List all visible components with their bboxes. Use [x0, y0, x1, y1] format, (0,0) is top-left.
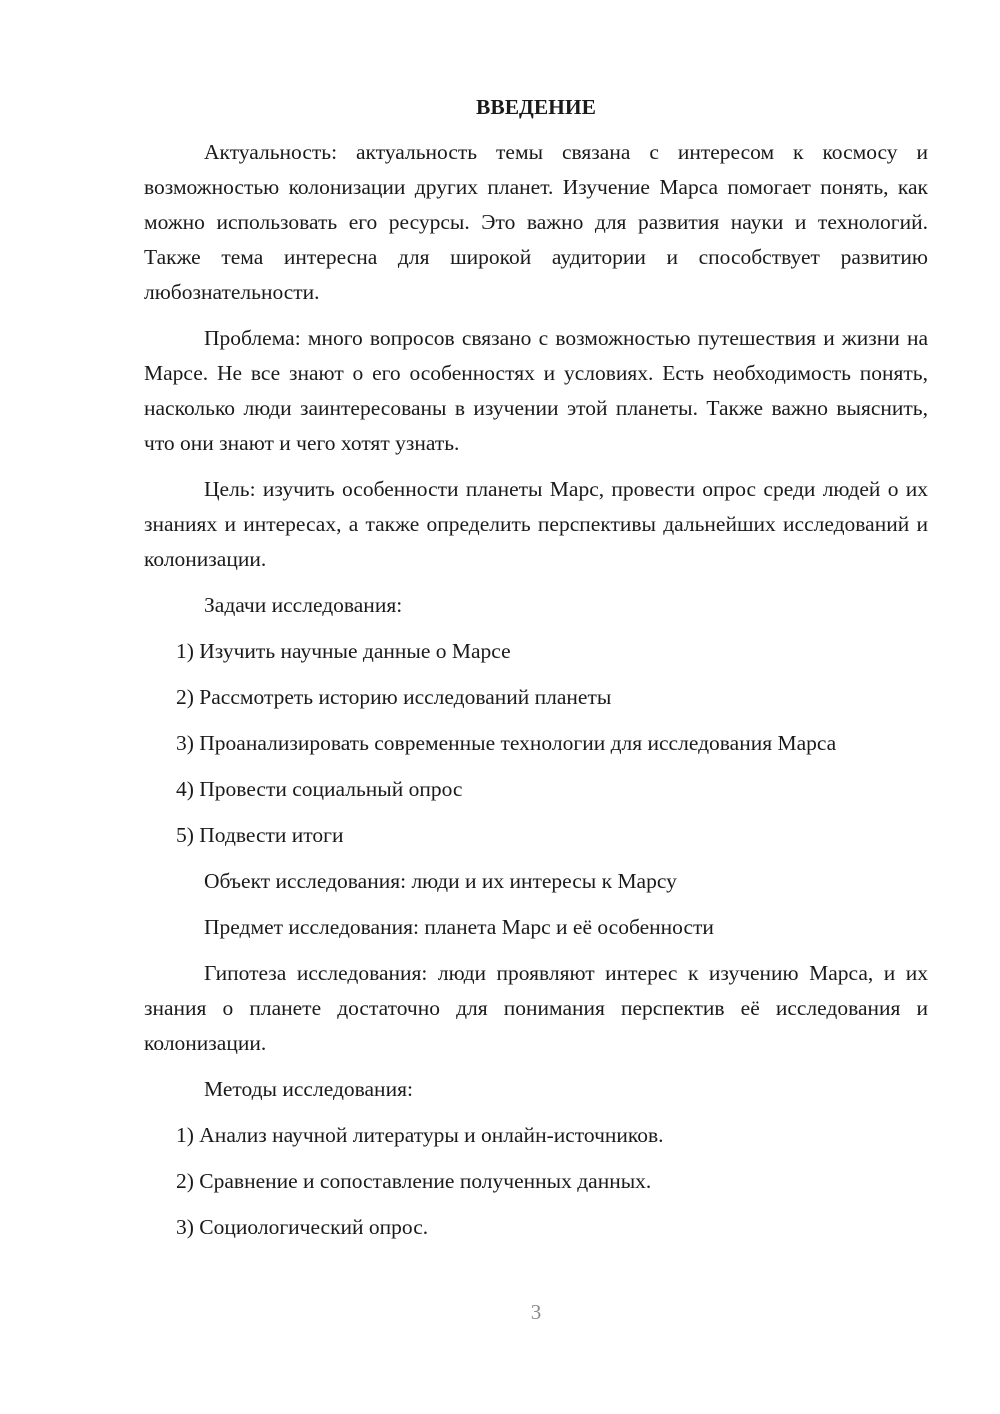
task-item-1: 1) Изучить научные данные о Марсе — [176, 639, 511, 663]
object-paragraph: Объект исследования: люди и их интересы к Марсу — [204, 869, 677, 893]
method-item-3: 3) Социологический опрос. — [176, 1215, 429, 1239]
problem-paragraph: Проблема: много вопросов связано с возможностью путешествия и жизни на Марсе. Не все знают о его особенностях и условиях. Есть необходимость понять, насколько люди заинтересованы в изучении этой планеты. Также важно выяснить, что они знают и чего хотят узнать. — [144, 326, 928, 455]
task-item-5: 5) Подвести итоги — [176, 823, 344, 847]
subject-paragraph: Предмет исследования: планета Марс и её особенности — [204, 915, 714, 939]
methods-heading: Методы исследования: — [204, 1077, 413, 1101]
task-item-3: 3) Проанализировать современные технологии для исследования Марса — [176, 731, 837, 755]
hypothesis-paragraph: Гипотеза исследования: люди проявляют интерес к изучению Марса, и их знания о планете достаточно для понимания перспектив её исследования и колонизации. — [144, 961, 928, 1055]
task-item-4: 4) Провести социальный опрос — [176, 777, 463, 801]
task-item-2: 2) Рассмотреть историю исследований планеты — [176, 685, 612, 709]
page-title: ВВЕДЕНИЕ — [476, 95, 596, 119]
page-number: 3 — [530, 1300, 542, 1324]
page-body — [144, 90, 928, 1256]
relevance-paragraph: Актуальность: актуальность темы связана с интересом к космосу и возможностью колонизации других планет. Изучение Марса помогает понять, как можно использовать его ресурсы. Это важно для развития науки и технологий. Также тема интересна для широкой аудитории и способствует развитию любознательности. — [144, 140, 928, 304]
method-item-1: 1) Анализ научной литературы и онлайн-источников. — [176, 1123, 664, 1147]
method-item-2: 2) Сравнение и сопоставление полученных данных. — [176, 1169, 652, 1193]
tasks-heading: Задачи исследования: — [204, 593, 403, 617]
goal-paragraph: Цель: изучить особенности планеты Марс, провести опрос среди людей о их знаниях и интересах, а также определить перспективы дальнейших исследований и колонизации. — [144, 477, 928, 571]
